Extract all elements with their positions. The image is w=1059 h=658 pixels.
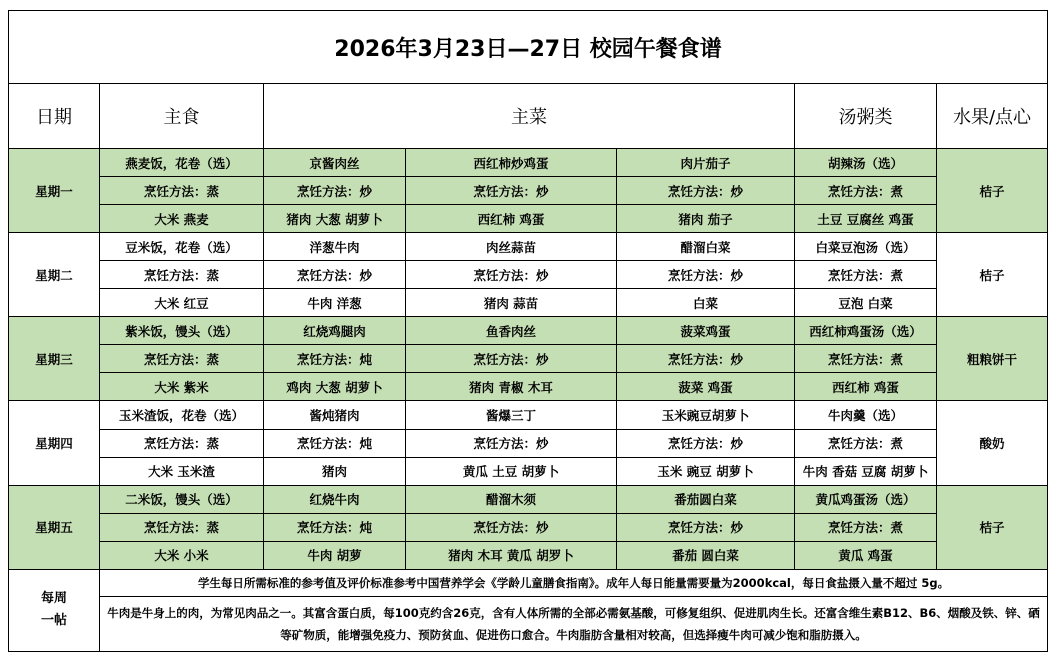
day-label: 星期五 [9, 485, 100, 569]
weekly-tip-label-line1: 每周 [40, 591, 67, 607]
main-dish-1-cell: 烹饪方法：炒 [264, 261, 406, 289]
header-date: 日期 [9, 84, 100, 149]
menu-row [9, 541, 1048, 569]
main-dish-1-cell: 猪肉 大葱 胡萝卜 [264, 205, 406, 233]
staple-cell: 豆米饭，花卷（选） [100, 233, 264, 261]
staple-cell: 烹饪方法：蒸 [100, 261, 264, 289]
weekly-tip-beef: 牛肉是牛身上的肉，为常见肉品之一。其富含蛋白质，每100克约含26克，含有人体所需的全部必需氨基酸，可修复组织、促进肌肉生长。还富含维生素B12、B6、烟酸及铁、锌、硒等矿物质，能增强免疫力、预防贫血、促进伤口愈合。牛肉脂肪含量相对较高，但选择瘦牛肉可减少饱和脂肪摄入。 [100, 596, 1048, 651]
staple-cell: 烹饪方法：蒸 [100, 513, 264, 541]
main-dish-2-cell: 猪肉 木耳 黄瓜 胡罗卜 [406, 541, 617, 569]
soup-cell: 白菜豆泡汤（选） [795, 233, 937, 261]
main-dish-2-cell: 酱爆三丁 [406, 401, 617, 429]
main-dish-3-cell: 玉米 豌豆 胡萝卜 [617, 457, 795, 485]
soup-cell: 西红柿 鸡蛋 [795, 373, 937, 401]
soup-cell: 烹饪方法：煮 [795, 177, 937, 205]
staple-cell: 烹饪方法：蒸 [100, 429, 264, 457]
staple-cell: 燕麦饭，花卷（选） [100, 149, 264, 177]
soup-cell: 土豆 豆腐丝 鸡蛋 [795, 205, 937, 233]
main-dish-2-cell: 鱼香肉丝 [406, 317, 617, 345]
fruit-cell: 桔子 [937, 233, 1048, 317]
main-dish-3-cell: 菠菜鸡蛋 [617, 317, 795, 345]
menu-row [9, 373, 1048, 401]
menu-row [9, 345, 1048, 373]
main-dish-1-cell: 鸡肉 大葱 胡萝卜 [264, 373, 406, 401]
main-dish-2-cell: 黄瓜 土豆 胡萝卜 [406, 457, 617, 485]
main-dish-2-cell: 烹饪方法：炒 [406, 261, 617, 289]
menu-row [9, 289, 1048, 317]
menu-row [9, 485, 1048, 513]
menu-title: 2026年3月23日—27日 校园午餐食谱 [9, 11, 1048, 84]
main-dish-3-cell: 烹饪方法：炒 [617, 513, 795, 541]
main-dish-3-cell: 烹饪方法：炒 [617, 261, 795, 289]
fruit-cell: 酸奶 [937, 401, 1048, 485]
main-dish-3-cell: 番茄圆白菜 [617, 485, 795, 513]
main-dish-2-cell: 西红柿炒鸡蛋 [406, 149, 617, 177]
main-dish-3-cell: 肉片茄子 [617, 149, 795, 177]
menu-row [9, 401, 1048, 429]
main-dish-1-cell: 烹饪方法：炒 [264, 177, 406, 205]
weekly-tip-standard: 学生每日所需标准的参考值及评价标准参考中国营养学会《学龄儿童膳食指南》。成年人每日能量需要量为2000kcal，每日食盐摄入量不超过 5g。 [100, 569, 1048, 596]
fruit-cell: 粗粮饼干 [937, 317, 1048, 401]
main-dish-3-cell: 烹饪方法：炒 [617, 345, 795, 373]
menu-row [9, 261, 1048, 289]
staple-cell: 大米 紫米 [100, 373, 264, 401]
soup-cell: 黄瓜 鸡蛋 [795, 541, 937, 569]
main-dish-2-cell: 西红柿 鸡蛋 [406, 205, 617, 233]
main-dish-3-cell: 烹饪方法：炒 [617, 429, 795, 457]
staple-cell: 大米 红豆 [100, 289, 264, 317]
header-row [9, 84, 1048, 149]
soup-cell: 烹饪方法：煮 [795, 429, 937, 457]
main-dish-1-cell: 猪肉 [264, 457, 406, 485]
main-dish-1-cell: 烹饪方法：炖 [264, 429, 406, 457]
staple-cell: 大米 燕麦 [100, 205, 264, 233]
menu-row [9, 233, 1048, 261]
main-dish-3-cell: 醋溜白菜 [617, 233, 795, 261]
header-main-dish: 主菜 [264, 84, 795, 149]
main-dish-2-cell: 猪肉 蒜苗 [406, 289, 617, 317]
main-dish-1-cell: 烹饪方法：炖 [264, 345, 406, 373]
header-fruit: 水果/点心 [937, 84, 1048, 149]
soup-cell: 西红柿鸡蛋汤（选） [795, 317, 937, 345]
main-dish-2-cell: 烹饪方法：炒 [406, 177, 617, 205]
staple-cell: 烹饪方法：蒸 [100, 345, 264, 373]
header-staple: 主食 [100, 84, 264, 149]
menu-row [9, 513, 1048, 541]
main-dish-2-cell: 猪肉 青椒 木耳 [406, 373, 617, 401]
menu-row [9, 177, 1048, 205]
staple-cell: 玉米渣饭，花卷（选） [100, 401, 264, 429]
soup-cell: 豆泡 白菜 [795, 289, 937, 317]
main-dish-1-cell: 洋葱牛肉 [264, 233, 406, 261]
menu-row [9, 317, 1048, 345]
main-dish-1-cell: 牛肉 洋葱 [264, 289, 406, 317]
main-dish-3-cell: 烹饪方法：炒 [617, 177, 795, 205]
main-dish-1-cell: 红烧牛肉 [264, 485, 406, 513]
day-label: 星期三 [9, 317, 100, 401]
fruit-cell: 桔子 [937, 485, 1048, 569]
menu-row [9, 457, 1048, 485]
main-dish-3-cell: 猪肉 茄子 [617, 205, 795, 233]
main-dish-3-cell: 菠菜 鸡蛋 [617, 373, 795, 401]
menu-row [9, 149, 1048, 177]
main-dish-2-cell: 烹饪方法：炒 [406, 513, 617, 541]
weekly-tip-label [9, 569, 100, 651]
staple-cell: 烹饪方法：蒸 [100, 177, 264, 205]
main-dish-1-cell: 烹饪方法：炖 [264, 513, 406, 541]
main-dish-2-cell: 烹饪方法：炒 [406, 429, 617, 457]
staple-cell: 二米饭，馒头（选） [100, 485, 264, 513]
day-label: 星期二 [9, 233, 100, 317]
main-dish-1-cell: 酱炖猪肉 [264, 401, 406, 429]
menu-table [8, 10, 1048, 652]
staple-cell: 大米 玉米渣 [100, 457, 264, 485]
menu-row [9, 429, 1048, 457]
soup-cell: 烹饪方法：煮 [795, 345, 937, 373]
weekly-tip-label-line2: 一帖 [40, 613, 67, 629]
day-label: 星期一 [9, 149, 100, 233]
soup-cell: 烹饪方法：煮 [795, 261, 937, 289]
soup-cell: 黄瓜鸡蛋汤（选） [795, 485, 937, 513]
menu-row [9, 205, 1048, 233]
soup-cell: 牛肉羹（选） [795, 401, 937, 429]
soup-cell: 烹饪方法：煮 [795, 513, 937, 541]
staple-cell: 紫米饭，馒头（选） [100, 317, 264, 345]
staple-cell: 大米 小米 [100, 541, 264, 569]
main-dish-3-cell: 番茄 圆白菜 [617, 541, 795, 569]
soup-cell: 胡辣汤（选） [795, 149, 937, 177]
fruit-cell: 桔子 [937, 149, 1048, 233]
day-label: 星期四 [9, 401, 100, 485]
main-dish-2-cell: 醋溜木须 [406, 485, 617, 513]
main-dish-1-cell: 牛肉 胡萝 [264, 541, 406, 569]
main-dish-3-cell: 玉米豌豆胡萝卜 [617, 401, 795, 429]
main-dish-1-cell: 红烧鸡腿肉 [264, 317, 406, 345]
main-dish-3-cell: 白菜 [617, 289, 795, 317]
main-dish-2-cell: 肉丝蒜苗 [406, 233, 617, 261]
header-soup: 汤粥类 [795, 84, 937, 149]
main-dish-2-cell: 烹饪方法：炒 [406, 345, 617, 373]
soup-cell: 牛肉 香菇 豆腐 胡萝卜 [795, 457, 937, 485]
main-dish-1-cell: 京酱肉丝 [264, 149, 406, 177]
